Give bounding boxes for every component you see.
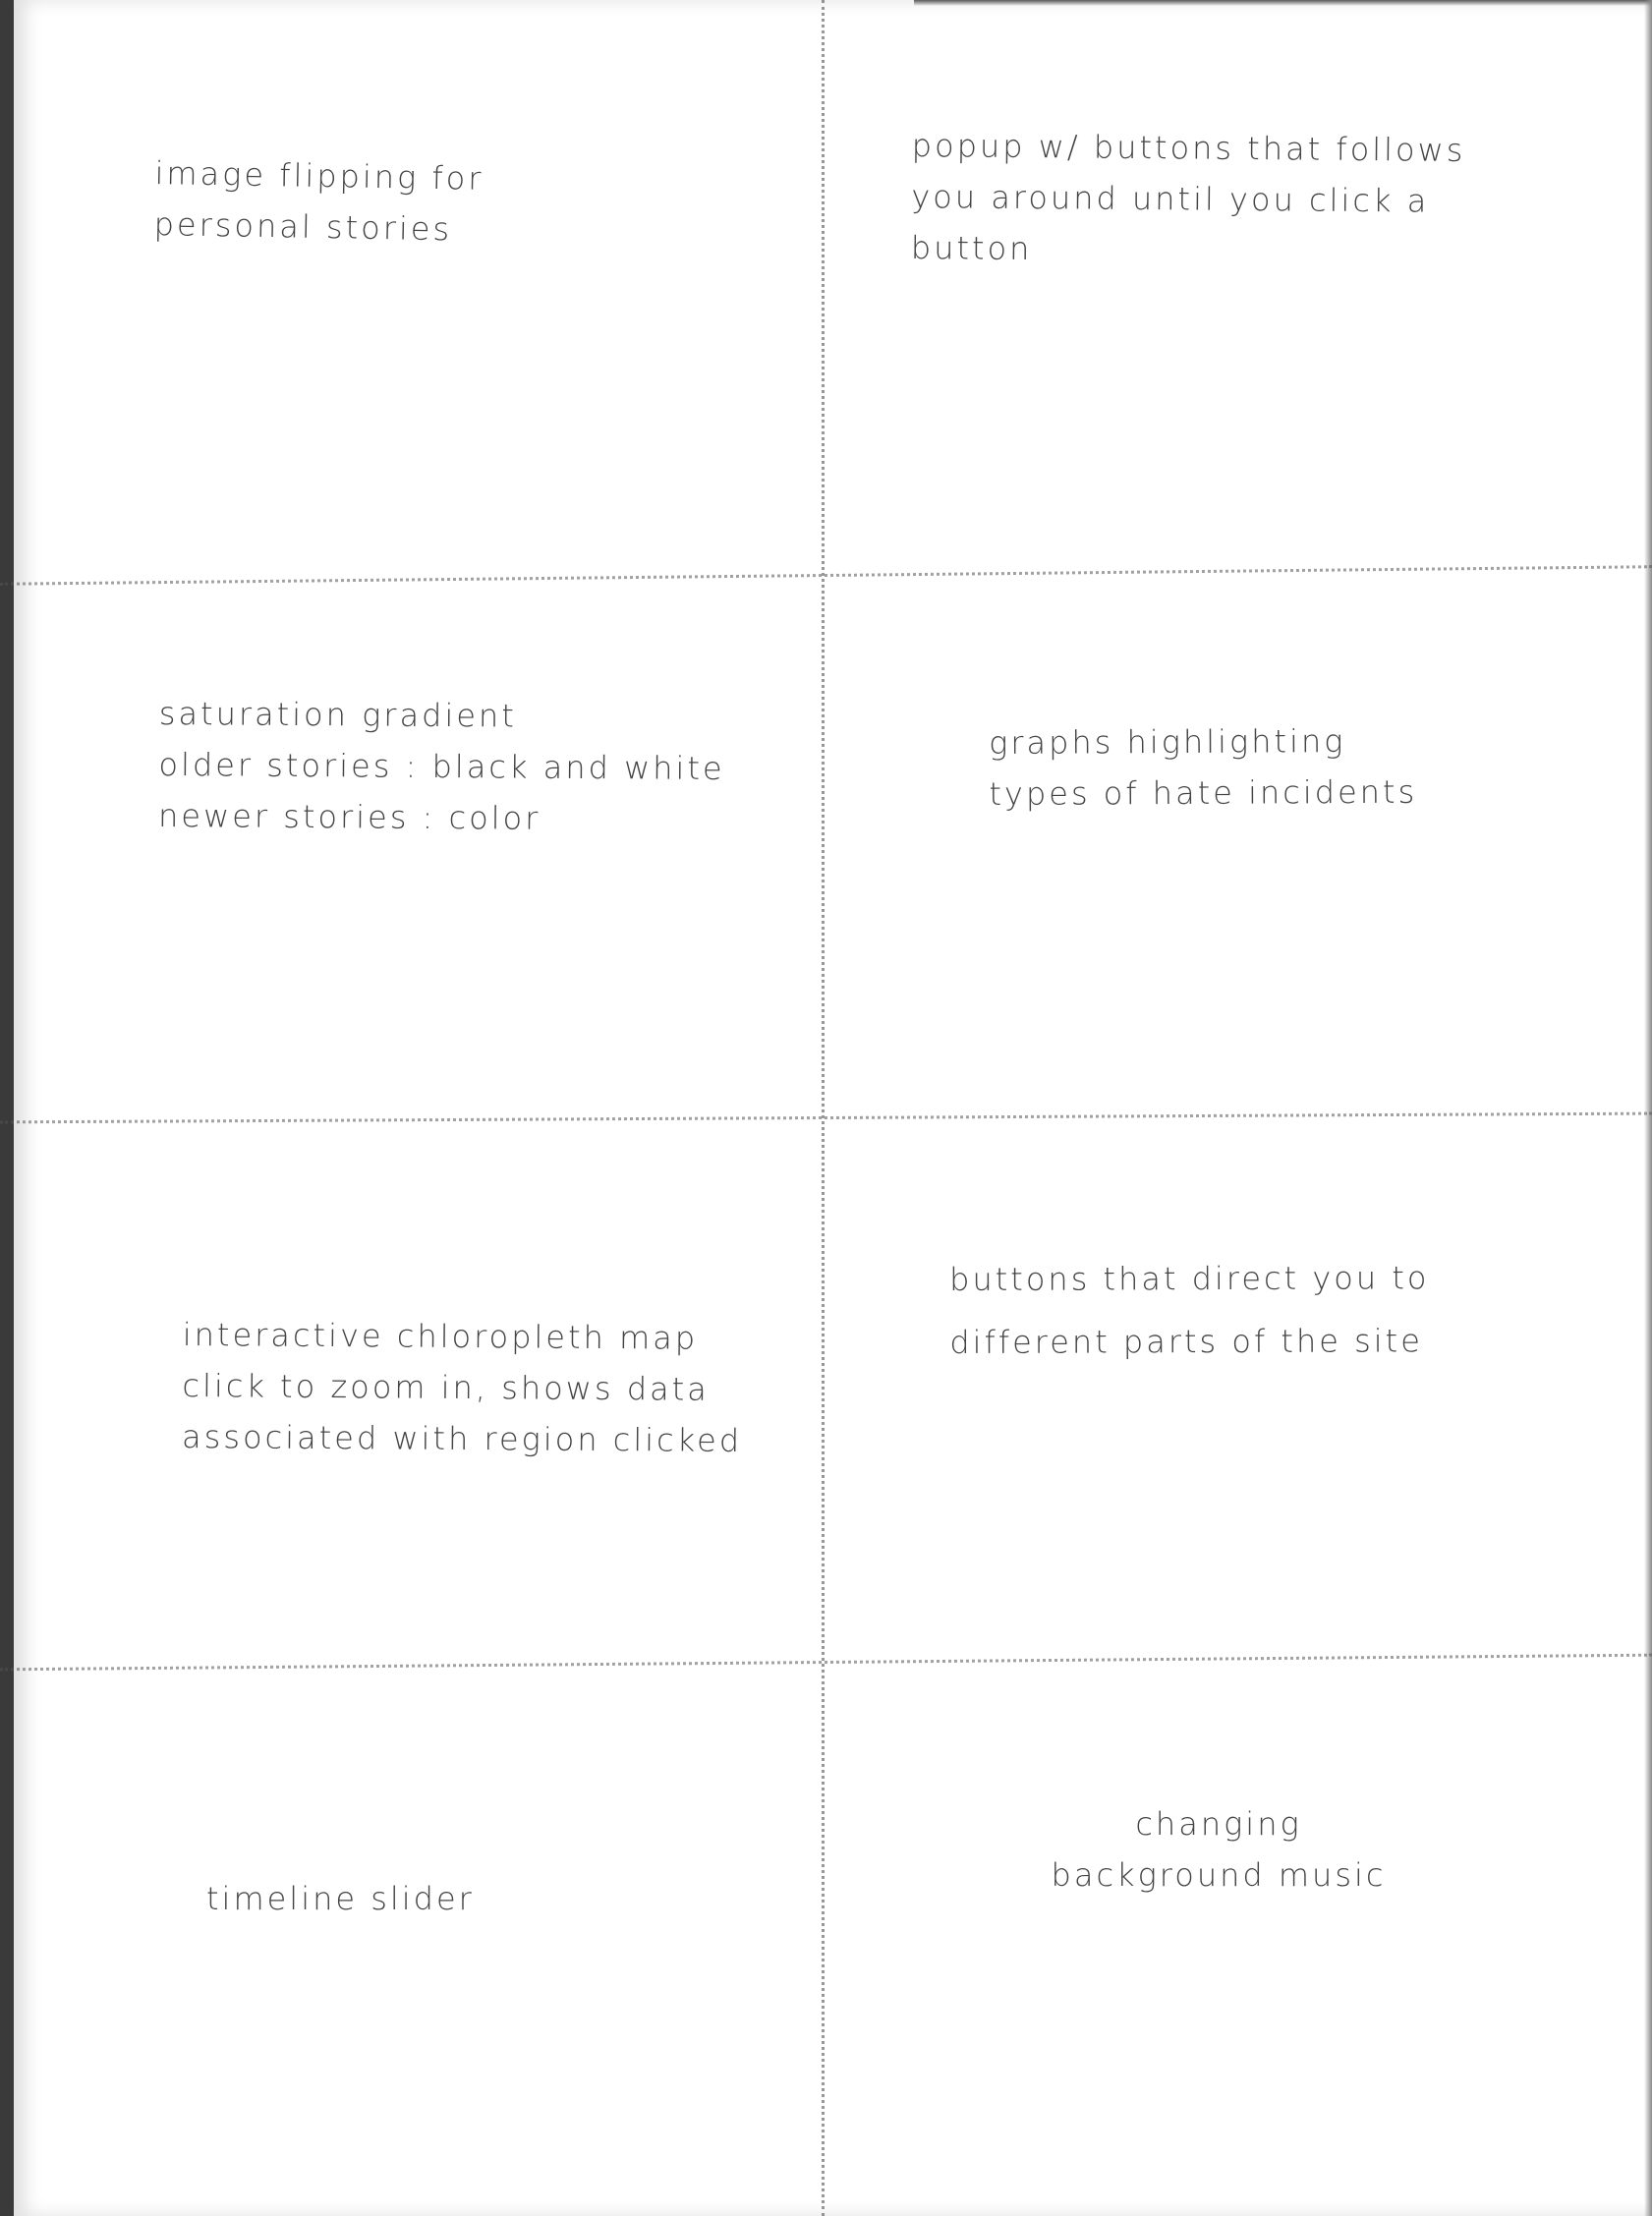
note-line: different parts of the site — [949, 1322, 1423, 1361]
note-saturation-gradient — [158, 688, 725, 845]
note-line: popup w/ buttons that follows — [911, 126, 1466, 169]
note-timeline-slider — [206, 1873, 475, 1924]
note-line: newer stories : color — [157, 796, 541, 837]
note-line: changing — [1135, 1805, 1302, 1843]
note-popup-buttons — [911, 120, 1466, 278]
note-line: older stories : black and white — [158, 745, 725, 788]
note-line: saturation gradient — [158, 694, 517, 735]
note-line: click to zoom in, shows data — [182, 1366, 710, 1408]
note-line: personal stories — [153, 204, 453, 249]
note-image-flipping — [153, 147, 484, 256]
paper-edge-shadow — [1644, 0, 1652, 2216]
paper-edge-shadow — [914, 0, 1652, 6]
note-line: graphs highlighting — [989, 722, 1346, 762]
note-line: interactive chloropleth map — [182, 1315, 699, 1357]
note-line: background music — [1051, 1856, 1387, 1894]
note-line: image flipping for — [154, 153, 484, 198]
note-line: button — [910, 228, 1033, 268]
note-line: associated with region clicked — [181, 1417, 743, 1459]
note-line: types of hate incidents — [989, 772, 1418, 813]
note-navigation-buttons — [949, 1246, 1430, 1374]
note-line: buttons that direct you to — [949, 1259, 1430, 1298]
note-chloropleth-map — [182, 1309, 743, 1466]
note-line: timeline slider — [206, 1880, 475, 1917]
note-graphs — [989, 715, 1417, 820]
note-line: you around until you click a — [911, 177, 1430, 220]
note-background-music — [1012, 1798, 1425, 1901]
vertical-dotted-divider — [822, 0, 825, 2216]
